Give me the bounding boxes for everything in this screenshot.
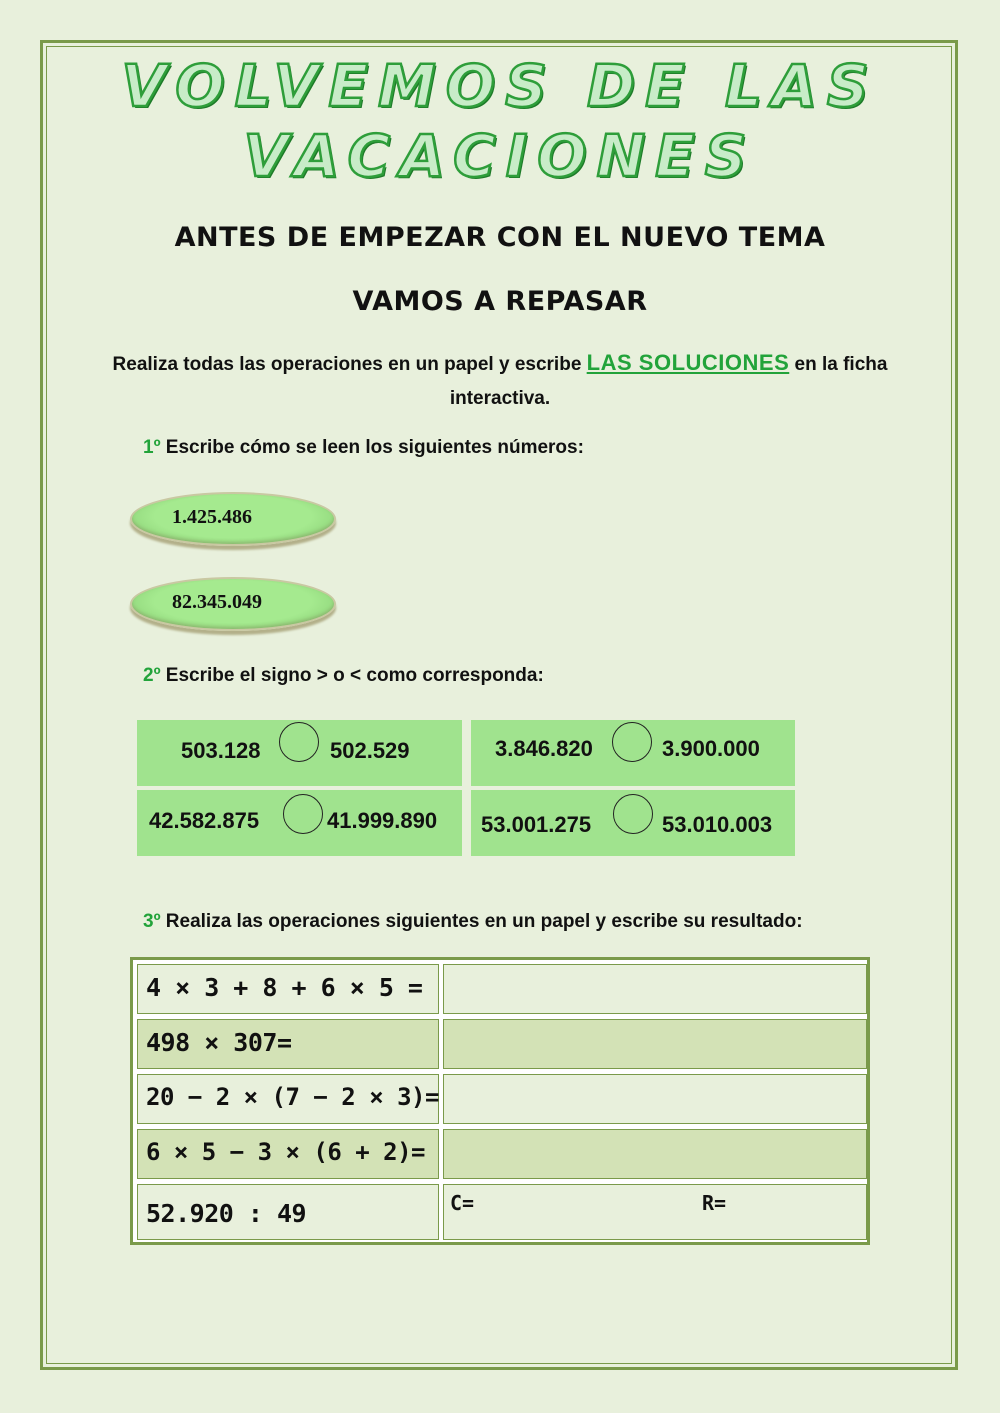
number-pill-2[interactable] xyxy=(130,577,336,631)
subtitle-before-topic: ANTES DE EMPEZAR CON EL NUEVO TEMA xyxy=(174,222,826,253)
comparison-2-sign-circle[interactable] xyxy=(612,722,652,762)
comparison-4-sign-circle[interactable] xyxy=(613,794,653,834)
comparison-1-right: 502.529 xyxy=(330,738,410,763)
question-2-number: 2º xyxy=(143,665,161,686)
operation-cell xyxy=(137,1129,439,1179)
number-pill-1[interactable] xyxy=(130,492,336,546)
quotient-label: C= xyxy=(450,1191,475,1215)
answer-cell-2[interactable] xyxy=(443,1019,867,1069)
table-row xyxy=(137,1184,863,1240)
operation-1: 4 × 3 + 8 + 6 × 5 = xyxy=(146,973,423,1002)
table-row xyxy=(137,964,863,1014)
question-2-text: Escribe el signo > o < como corresponda: xyxy=(160,665,544,686)
operation-4: 6 × 5 − 3 × (6 + 2)= xyxy=(146,1138,425,1166)
subtitle-review: VAMOS A REPASAR xyxy=(352,286,648,317)
operation-3: 20 − 2 × (7 − 2 × 3)= xyxy=(146,1083,439,1111)
table-row xyxy=(137,1074,863,1124)
answer-cell-1[interactable] xyxy=(443,964,867,1014)
operation-cell xyxy=(137,1184,439,1240)
comparison-cell-4 xyxy=(471,790,795,856)
question-3-text: Realiza las operaciones siguientes en un papel y escribe su resultado: xyxy=(160,911,803,932)
question-3-number: 3º xyxy=(143,911,161,932)
answer-cell-5[interactable] xyxy=(443,1184,867,1240)
comparison-3-right: 41.999.890 xyxy=(327,808,438,833)
comparison-3-sign-circle[interactable] xyxy=(283,794,323,834)
answer-cell-3[interactable] xyxy=(443,1074,867,1124)
table-row xyxy=(137,1019,863,1069)
question-3 xyxy=(143,911,803,933)
operation-cell xyxy=(137,1019,439,1069)
question-2 xyxy=(143,665,544,687)
instructions xyxy=(90,346,910,416)
instructions-highlight: LAS SOLUCIONES xyxy=(586,350,790,375)
table-row xyxy=(137,1129,863,1179)
comparison-4-right: 53.010.003 xyxy=(662,812,773,837)
comparison-4-left: 53.001.275 xyxy=(481,812,592,837)
comparison-1-left: 503.128 xyxy=(181,738,261,763)
comparison-cell-3 xyxy=(137,790,462,856)
title-line-1: VOLVEMOS DE LAS xyxy=(121,52,879,120)
question-1-text: Escribe cómo se leen los siguientes números: xyxy=(160,437,584,458)
operation-cell xyxy=(137,964,439,1014)
comparison-cell-1 xyxy=(137,720,462,786)
operations-table xyxy=(130,957,870,1245)
operation-2: 498 × 307= xyxy=(146,1028,292,1057)
comparison-3-left: 42.582.875 xyxy=(149,808,260,833)
question-1 xyxy=(143,437,584,459)
title-line-2: VACACIONES xyxy=(243,122,757,190)
operation-5: 52.920 : 49 xyxy=(146,1199,307,1228)
comparison-cell-2 xyxy=(471,720,795,786)
remainder-label: R= xyxy=(702,1191,727,1215)
instructions-text-before: Realiza todas las operaciones en un papel y escribe xyxy=(112,354,587,375)
number-pill-2-value: 82.345.049 xyxy=(172,591,262,613)
instructions-text-after: en la ficha interactiva. xyxy=(449,354,888,409)
comparison-2-left: 3.846.820 xyxy=(495,736,593,761)
number-pill-1-value: 1.425.486 xyxy=(172,506,252,528)
answer-cell-4[interactable] xyxy=(443,1129,867,1179)
comparison-1-sign-circle[interactable] xyxy=(279,722,319,762)
question-1-number: 1º xyxy=(143,437,161,458)
operation-cell xyxy=(137,1074,439,1124)
comparison-2-right: 3.900.000 xyxy=(662,736,760,761)
